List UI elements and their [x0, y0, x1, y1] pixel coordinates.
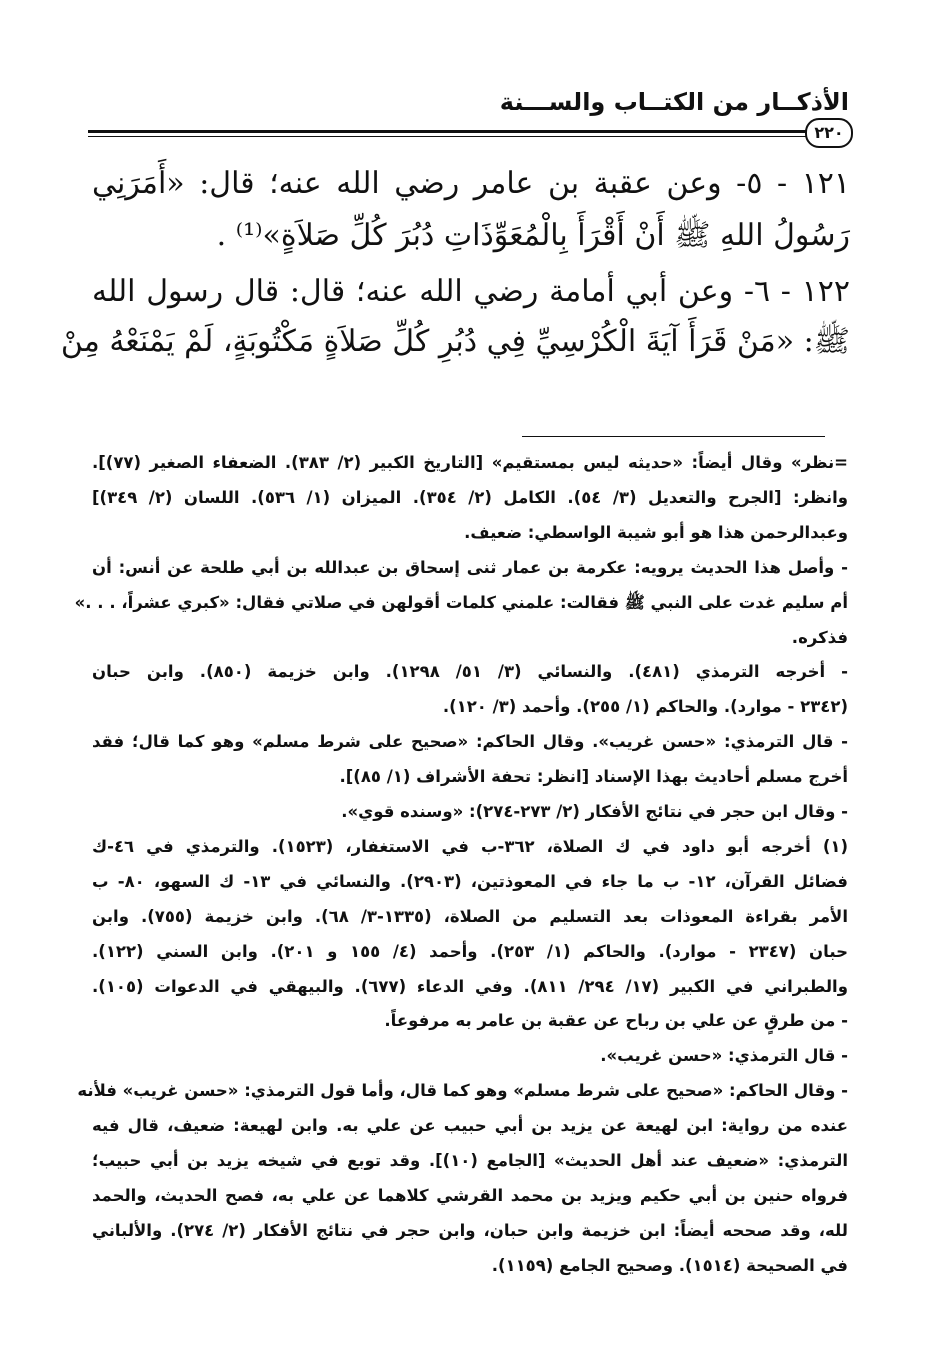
footnote-line: =نظر» وقال أيضاً: «حديثه ليس بمستقيم» [التاريخ الكبير (٢/ ٣٨٣). الضعفاء الصغير (٧٧)]. — [92, 453, 848, 472]
footnote-line: عنده من رواية: ابن لهيعة عن يزيد بن أبي حبيب عن علي به. وابن لهيعة: ضعيف، قال فيه — [92, 1116, 848, 1136]
footnote-line: فضائل القرآن، ١٢- ب ما جاء في المعوذتين، (٢٩٠٣). والنسائي في ١٣- ك السهو، ٨٠- ب — [92, 871, 848, 891]
hadith-121-line-2: رَسُولُ اللهِ ﷺ أَنْ أَقْرَأَ بِالْمُعَوِّذَاتِ دُبُرَ كُلِّ صَلاَةٍ»⁽¹⁾ . — [216, 218, 850, 253]
footnote-line: وعبدالرحمن هذا هو أبو شيبة الواسطي: ضعيف. — [464, 522, 848, 542]
footnote-line: - قال الترمذي: «حسن غريب». — [600, 1046, 848, 1066]
footnote-line: - قال الترمذي: «حسن غريب». وقال الحاكم: «صحيح على شرط مسلم» وهو كما قال؛ فقد — [92, 732, 848, 752]
footnote-line: لله، وقد صححه أيضاً: ابن خزيمة وابن حبان، وابن حجر في نتائج الأفكار (٢/ ٢٧٤). والألباني — [92, 1220, 848, 1240]
footnote-line: أخرج مسلم أحاديث بهذا الإسناد [انظر: تحفة الأشراف (١/ ٨٥)]. — [339, 767, 848, 787]
footnote-line: - أخرجه الترمذي (٤٨١). والنسائي (٣/ ٥١/ ١٢٩٨). وابن خزيمة (٨٥٠). وابن حبان — [92, 662, 848, 682]
footnote-line: فذكره. — [791, 627, 848, 647]
footnote-line: في الصحيحة (١٥١٤). وصحيح الجامع (١١٥٩). — [491, 1255, 848, 1275]
footnote-line: (١) أخرجه أبو داود في ك الصلاة، ٣٦٢-ب في الاستغفار، (١٥٢٣). والترمذي في ٤٦-ك — [92, 836, 848, 856]
footnote-line: - وأصل هذا الحديث يرويه: عكرمة بن عمار ثنى إسحاق بن عبدالله بن أبي طلحة عن أنس: أن — [92, 557, 848, 577]
footnote-line: وانظر: [الجرح والتعديل (٣/ ٥٤). الكامل (٢/ ٣٥٤). الميزان (١/ ٥٣٦). اللسان (٢/ ٣٤٩)] — [92, 487, 848, 507]
footnote-line: - من طرقٍ عن علي بن رباح عن عقبة بن عامر به مرفوعاً. — [384, 1011, 848, 1031]
running-header-title: الأذكــار من الكتــاب والســـنة — [499, 88, 849, 116]
footnote-line: الترمذي: «ضعيف عند أهل الحديث» [الجامع (١٠)]. وقد توبع في شيخه يزيد بن أبي حبيب؛ — [92, 1151, 848, 1170]
hadith-121-line-1: ١٢١ - ٥- وعن عقبة بن عامر رضي الله عنه؛ قال: «أَمَرَنِي — [92, 166, 850, 201]
footnote-line: الأمر بقراءة المعوذات بعد التسليم من الصلاة، (١٣٣٥-٣/ ٦٨). وابن خزيمة (٧٥٥). وابن — [92, 906, 848, 926]
footnote-line: حبان (٢٣٤٧ - موارد). والحاكم (١/ ٢٥٣). وأحمد (٤/ ١٥٥ و ٢٠١). وابن السني (١٢٢). — [92, 941, 848, 961]
hadith-122-line-2: ﷺ: «مَنْ قَرَأَ آيَةَ الْكُرْسِيِّ فِي دُبُرِ كُلِّ صَلاَةٍ مَكْتُوبَةٍ، لَمْ يَمْنَعْهُ مِنْ — [60, 324, 850, 359]
footnote-line: والطبراني في الكبير (١٧/ ٢٩٤/ ٨١١). وفي الدعاء (٦٧٧). والبيهقي في الدعوات (١٠٥). — [92, 976, 848, 996]
header-rule — [88, 130, 806, 137]
footnote-separator — [522, 436, 825, 437]
page-number: ٢٢٠ — [805, 118, 853, 148]
footnote-line: أم سليم غدت على النبي ﷺ فقالت: علمني كلمات أقولهن في صلاتي فقال: «كبري عشراً، . . .» — [74, 592, 848, 612]
footnote-line: - وقال ابن حجر في نتائج الأفكار (٢/ ٢٧٣-٢٧٤): «وسنده قوي». — [341, 802, 848, 821]
footnote-line: فرواه حنين بن أبي حكيم ويزيد بن محمد القرشي كلاهما عن علي به، فصح الحديث، والحمد — [92, 1185, 848, 1205]
hadith-122-line-1: ١٢٢ - ٦- وعن أبي أمامة رضي الله عنه؛ قال: قال رسول الله — [92, 274, 850, 309]
footnote-line: (٢٣٤٢ - موارد). والحاكم (١/ ٢٥٥). وأحمد (٣/ ١٢٠). — [442, 697, 848, 717]
footnote-line: - وقال الحاكم: «صحيح على شرط مسلم» وهو كما قال، وأما قول الترمذي: «حسن غريب» فلأنه — [77, 1081, 848, 1101]
